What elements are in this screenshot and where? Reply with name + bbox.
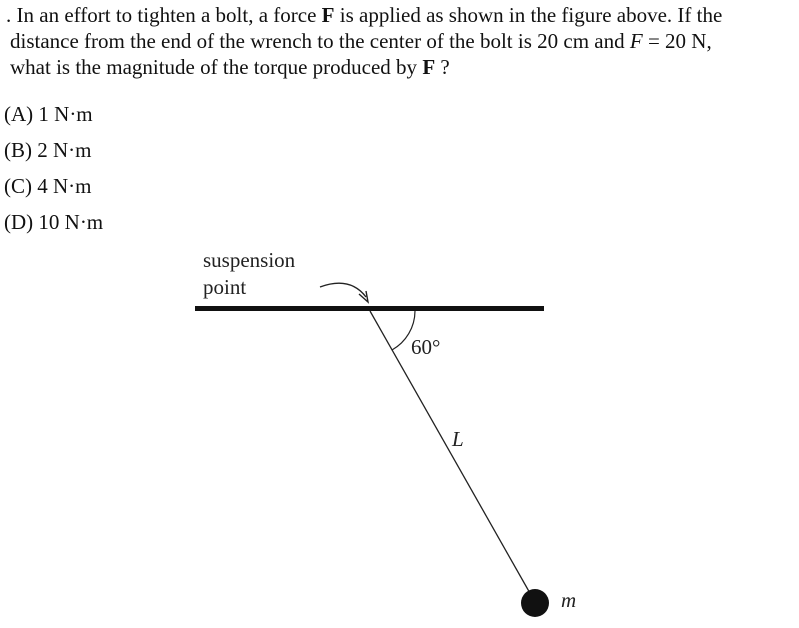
- length-label: L: [452, 427, 464, 451]
- choice-d[interactable]: (D) 10 N·m: [4, 210, 104, 234]
- ceiling-bar: [195, 306, 544, 311]
- force-symbol: F: [321, 3, 335, 27]
- question-text-segment: = 20 N,: [642, 29, 712, 53]
- question-text-segment: distance from the end of the wrench to the center of the bolt is 20 cm and: [10, 29, 630, 53]
- force-symbol: F: [422, 55, 436, 79]
- pendulum-string: [370, 311, 535, 602]
- pendulum-bob: [521, 589, 549, 617]
- question-text-segment: . In an effort to tighten a bolt, a force: [6, 3, 322, 27]
- suspension-label: suspension: [203, 248, 296, 272]
- mass-label: m: [561, 588, 577, 612]
- angle-label: 60°: [411, 335, 441, 359]
- question-text-segment: is applied as shown in the figure above. If the: [334, 3, 723, 27]
- pointer-arrowhead: [359, 291, 368, 302]
- point-label: point: [203, 275, 247, 299]
- question-text-segment: ?: [435, 55, 450, 79]
- question-text-segment: what is the magnitude of the torque produced by: [10, 55, 423, 79]
- choice-c[interactable]: (C) 4 N·m: [4, 174, 92, 198]
- force-variable: F: [629, 29, 643, 53]
- choice-a[interactable]: (A) 1 N·m: [4, 102, 93, 126]
- choice-b[interactable]: (B) 2 N·m: [4, 138, 92, 162]
